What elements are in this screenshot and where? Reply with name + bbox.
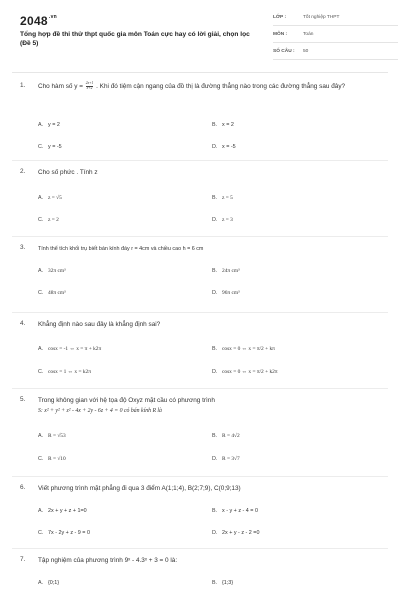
question-text xyxy=(38,396,378,416)
option-d[interactable]: D. cosx = 0 ⇔ x = π/2 + k2π xyxy=(212,369,278,375)
option-a[interactable]: A. z = √5 xyxy=(38,195,62,201)
option-d[interactable]: D. R = 3√7 xyxy=(212,456,240,462)
question-text-line: Trong không gian với hệ tọa độ Oxyz mặt cầu có phương trình xyxy=(38,397,215,404)
option-a[interactable]: A. 2x + y + z + 1=0 xyxy=(38,508,87,514)
page-header xyxy=(20,12,382,68)
question-1 xyxy=(20,82,382,160)
option-a[interactable]: A. cosx = -1 ⇔ x = π + k2π xyxy=(38,346,102,352)
option-d[interactable]: D. x = -5 xyxy=(212,144,236,150)
option-a[interactable]: A. y = 2 xyxy=(38,122,60,128)
header-divider xyxy=(12,72,388,73)
brand-logo[interactable]: $2048^{.vn}$ xyxy=(20,14,58,28)
option-b[interactable]: B. z = 5 xyxy=(212,195,233,201)
document-title: Tổng hợp đề thi thử thpt quốc gia môn Toán cực hay có lời giải, chọn lọc (Đề 5) xyxy=(20,31,250,47)
option-c[interactable]: C. z = 2 xyxy=(38,217,59,223)
question-number: 1. xyxy=(20,82,26,89)
question-6 xyxy=(20,484,382,546)
question-divider xyxy=(12,312,388,313)
question-number: 3. xyxy=(20,244,26,251)
meta-subject xyxy=(273,29,398,43)
option-a[interactable]: A. 32π cm³ xyxy=(38,268,66,274)
question-number: 4. xyxy=(20,320,26,327)
question-divider xyxy=(12,548,388,549)
meta-class xyxy=(273,12,398,26)
option-c[interactable]: C. cosx = 1 ⇔ x = k2π xyxy=(38,369,91,375)
question-number: 5. xyxy=(20,396,26,403)
question-2 xyxy=(20,168,382,232)
option-a[interactable]: A. R = √53 xyxy=(38,433,66,439)
option-b[interactable]: B. cosx = 0 ⇔ x = π/2 + kπ xyxy=(212,346,275,352)
option-b[interactable]: B. {1;3} xyxy=(212,580,234,586)
question-text: Khẳng định nào sau đây là khẳng định sai? xyxy=(38,321,161,328)
equation-line: S: x² + y² + z² - 4x + 2y - 6z + 4 = 0 có bán kính R là xyxy=(38,408,162,414)
meta-count-value: 50 xyxy=(303,49,309,54)
option-d[interactable]: D. z = 3 xyxy=(212,217,233,223)
option-b[interactable]: B. x = 2 xyxy=(212,122,234,128)
question-5 xyxy=(20,396,382,474)
question-text: Cho hàm số y = $\frac{2x+1}{x+2}$ . Khi đó tiệm cận ngang của đồ thị là đường thẳng nào trong các đường thẳng sau đây? xyxy=(38,81,346,90)
question-divider xyxy=(12,388,388,389)
meta-subject-value: Toán xyxy=(303,32,314,37)
option-b[interactable]: B. 24π cm³ xyxy=(212,268,240,274)
question-divider xyxy=(12,476,388,477)
question-text: Cho số phức . Tính z xyxy=(38,169,98,176)
option-c[interactable]: C. 48π cm³ xyxy=(38,290,66,296)
meta-count-label: SỐ CÂU : xyxy=(273,49,295,54)
question-text: Viết phương trình mặt phẳng đi qua 3 điểm A(1;1;4), B(2;7;9), C(0;9;13) xyxy=(38,485,241,492)
option-a[interactable]: A. {0;1} xyxy=(38,580,60,586)
option-c[interactable]: C. y = -5 xyxy=(38,144,62,150)
meta-panel xyxy=(273,12,398,63)
question-number: 6. xyxy=(20,484,26,491)
question-7 xyxy=(20,556,382,596)
question-text: Tính thể tích khối trụ biết bán kính đáy r = 4cm và chiều cao h = 6 cm xyxy=(38,246,204,252)
option-d[interactable]: D. 96π cm³ xyxy=(212,290,240,296)
fraction: $\frac{2x+1}{x+2}$ xyxy=(85,81,94,90)
meta-class-label: LỚP : xyxy=(273,15,287,20)
question-divider xyxy=(12,236,388,237)
question-number: 2. xyxy=(20,168,26,175)
option-b[interactable]: B. R = 4√2 xyxy=(212,433,240,439)
question-3 xyxy=(20,244,382,308)
question-text: Tập nghiệm của phương trình 9ˣ - 4.3ˣ + 3 = 0 là: xyxy=(38,557,178,564)
meta-subject-label: MÔN : xyxy=(273,32,288,37)
question-4 xyxy=(20,320,382,384)
option-b[interactable]: B. x - y + z - 4 = 0 xyxy=(212,508,258,514)
question-divider xyxy=(12,160,388,161)
meta-count xyxy=(273,46,398,60)
option-c[interactable]: C. R = √10 xyxy=(38,456,66,462)
option-d[interactable]: D. 2x + y - z - 2 =0 xyxy=(212,530,260,536)
meta-class-value: Tốt nghiệp THPT xyxy=(303,15,340,20)
question-number: 7. xyxy=(20,556,26,563)
option-c[interactable]: C. 7x - 2y + z - 9 = 0 xyxy=(38,530,90,536)
